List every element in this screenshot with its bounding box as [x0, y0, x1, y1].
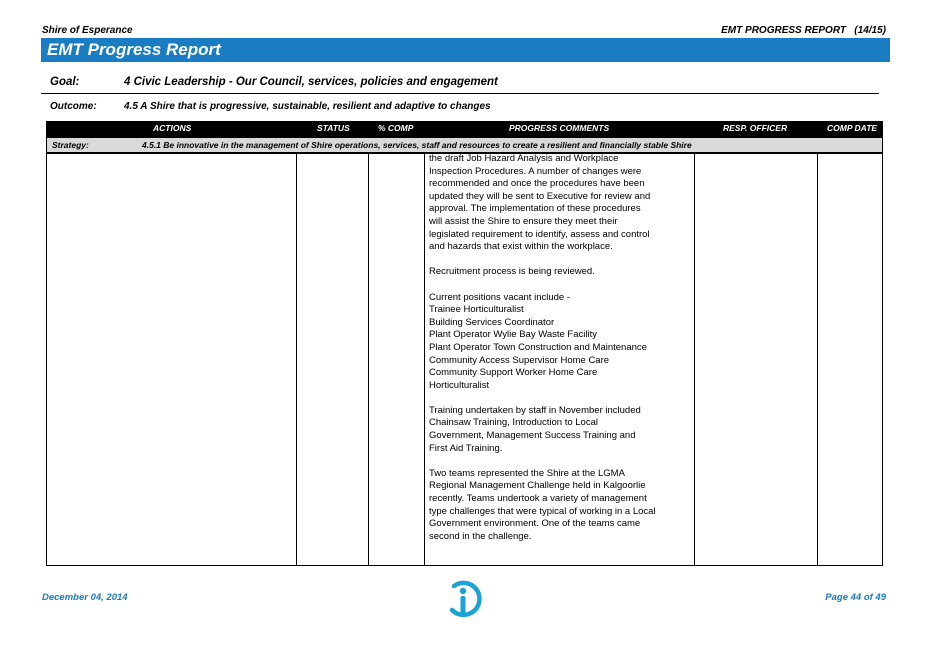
- comment-paragraph: Recruitment process is being reviewed.: [429, 266, 595, 278]
- strategy-row: [46, 137, 883, 153]
- goal-text: 4 Civic Leadership - Our Council, services, policies and engagement: [124, 76, 498, 88]
- goal-divider: [41, 93, 879, 94]
- comment-paragraph: the draft Job Hazard Analysis and Workplace Inspection Procedures. A number of changes were recommended and once the procedures have been updated they will be sent to Executive for review and approval. The implementation of these procedures will assist the Shire to ensure they meet their legislated requirement to identify, assess and control and hazards that exist within the workplace.: [429, 153, 651, 253]
- page-number: Page 44 of 49: [825, 592, 886, 603]
- page-title: EMT Progress Report: [41, 38, 890, 62]
- info-i-logo-icon: [442, 577, 488, 619]
- column-header-officer: RESP. OFFICER: [723, 123, 788, 133]
- column-header-actions: ACTIONS: [153, 123, 192, 133]
- column-header-comments: PROGRESS COMMENTS: [509, 123, 610, 133]
- progress-comments-cell: [429, 153, 691, 556]
- comment-paragraph: Two teams represented the Shire at the LGMA Regional Management Challenge held in Kalgoorlie recently. Teams undertook a variety of management type challenges that were typical of working in a Local Government environment. One of the teams came second in the challenge.: [429, 467, 656, 542]
- comment-paragraph: Training undertaken by staff in November included Chainsaw Training, Introduction to Local Government, Management Success Training and First Aid Training.: [429, 404, 641, 454]
- table-header: [46, 121, 883, 137]
- strategy-text: 4.5.1 Be innovative in the management of Shire operations, services, staff and resources to create a resilient and financially stable Shire: [142, 140, 692, 150]
- column-divider: [694, 153, 695, 566]
- report-label: EMT PROGRESS REPORT (14/15): [721, 25, 886, 36]
- footer-date: December 04, 2014: [42, 592, 128, 603]
- goal-label: Goal:: [50, 76, 80, 88]
- column-divider: [817, 153, 818, 566]
- organisation-name: Shire of Esperance: [42, 25, 133, 36]
- column-header-comp: % COMP: [378, 123, 414, 133]
- comment-paragraph: Current positions vacant include - Trainee Horticulturalist Building Services Coordinator Plant Operator Wylie Bay Waste Facility Plant Operator Town Construction and Maintenance Community Access Supervisor Home Care Community Support Worker Home Care Horticulturalist: [429, 291, 647, 391]
- column-divider: [368, 153, 369, 566]
- outcome-label: Outcome:: [50, 101, 97, 112]
- outcome-text: 4.5 A Shire that is progressive, sustainable, resilient and adaptive to changes: [124, 101, 491, 112]
- column-header-status: STATUS: [317, 123, 350, 133]
- strategy-label: Strategy:: [52, 140, 89, 150]
- column-divider: [296, 153, 297, 566]
- column-divider: [424, 153, 425, 566]
- column-header-date: COMP DATE: [827, 123, 878, 133]
